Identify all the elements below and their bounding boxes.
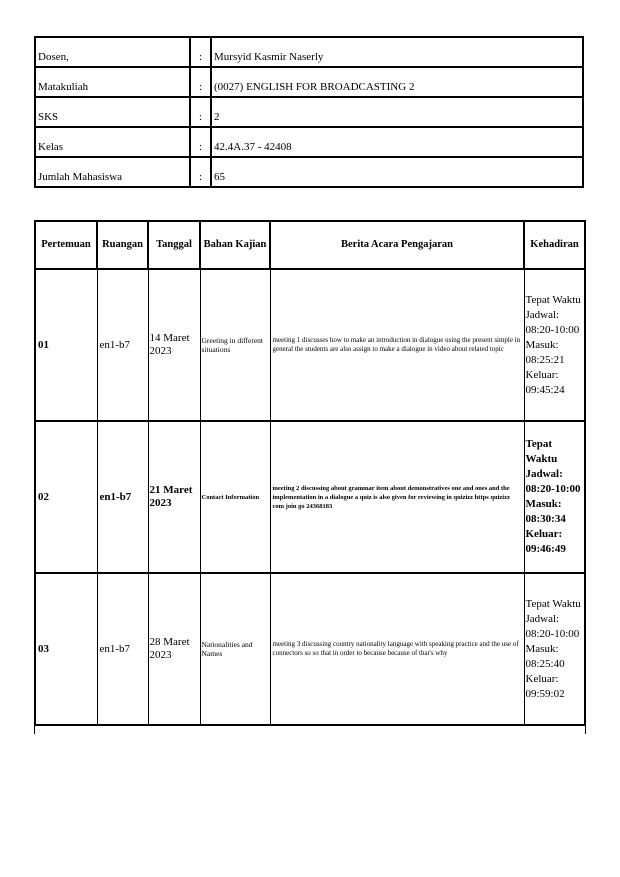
meeting-room: en1-b7 bbox=[97, 573, 148, 725]
meeting-date: 21 Maret 2023 bbox=[148, 421, 200, 573]
attendance-status: Tepat Waktu bbox=[525, 597, 581, 610]
meeting-log-table bbox=[34, 220, 586, 726]
meeting-room: en1-b7 bbox=[97, 421, 148, 573]
info-row-sks bbox=[35, 97, 583, 127]
info-separator: : bbox=[190, 157, 211, 187]
meeting-description: meeting 1 discusses how to make an introduction in dialogue using the present simple in general the students are also assign to make a dialogue in video about related topic bbox=[270, 269, 524, 421]
table-header-row bbox=[35, 221, 585, 269]
info-value: 2 bbox=[211, 97, 583, 127]
header-bahan-kajian: Bahan Kajian bbox=[200, 221, 270, 269]
info-row-dosen bbox=[35, 37, 583, 67]
table-row bbox=[35, 269, 585, 421]
info-row-jumlah bbox=[35, 157, 583, 187]
info-label: Jumlah Mahasiswa bbox=[35, 157, 190, 187]
info-label: Kelas bbox=[35, 127, 190, 157]
attendance-status: Tepat Waktu bbox=[525, 438, 558, 465]
meeting-topic: Contact Information bbox=[200, 421, 270, 573]
meeting-number: 02 bbox=[35, 421, 97, 573]
meeting-topic: Nationalities and Names bbox=[200, 573, 270, 725]
meeting-date: 28 Maret 2023 bbox=[148, 573, 200, 725]
info-value: Mursyid Kasmir Naserly bbox=[211, 37, 583, 67]
meeting-date: 14 Maret 2023 bbox=[148, 269, 200, 421]
info-separator: : bbox=[190, 37, 211, 67]
info-label: SKS bbox=[35, 97, 190, 127]
attendance-check-out: Keluar: 09:45:24 bbox=[525, 368, 565, 396]
attendance-schedule: Jadwal: 08:20-10:00 bbox=[525, 612, 580, 640]
attendance-schedule: Jadwal: 08:20-10:00 bbox=[525, 308, 580, 336]
info-label: Dosen, bbox=[35, 37, 190, 67]
meeting-description: meeting 3 discussing country nationality language with speaking practice and the use of connectors so so that in order to because because of that's why bbox=[270, 573, 524, 725]
header-pertemuan: Pertemuan bbox=[35, 221, 97, 269]
table-row bbox=[35, 573, 585, 725]
info-value: (0027) ENGLISH FOR BROADCASTING 2 bbox=[211, 67, 583, 97]
attendance-check-in: Masuk: 08:25:40 bbox=[525, 642, 565, 670]
attendance-check-out: Keluar: 09:59:02 bbox=[525, 672, 565, 700]
header-berita-acara: Berita Acara Pengajaran bbox=[270, 221, 524, 269]
info-separator: : bbox=[190, 127, 211, 157]
header-tanggal: Tanggal bbox=[148, 221, 200, 269]
info-row-kelas bbox=[35, 127, 583, 157]
info-separator: : bbox=[190, 67, 211, 97]
attendance-check-in: Masuk: 08:25:21 bbox=[525, 338, 565, 366]
attendance-check-in: Masuk: 08:30:34 bbox=[525, 498, 566, 525]
info-value: 42.4A.37 - 42408 bbox=[211, 127, 583, 157]
meeting-description: meeting 2 discussing about grammar item about demonstratives one and ones and the implementation in a dialogue a quiz is also given for reviewing in quizizz https quizizz com join go 24368183 bbox=[270, 421, 524, 573]
attendance-cell bbox=[524, 573, 585, 725]
table-row bbox=[35, 421, 585, 573]
attendance-status: Tepat Waktu bbox=[525, 293, 581, 306]
header-kehadiran: Kehadiran bbox=[524, 221, 585, 269]
meeting-topic: Greeting in different situations bbox=[200, 269, 270, 421]
attendance-check-out: Keluar: 09:46:49 bbox=[525, 528, 566, 555]
attendance-schedule: Jadwal: 08:20-10:00 bbox=[525, 468, 581, 495]
course-info-table bbox=[34, 36, 584, 188]
info-row-matakuliah bbox=[35, 67, 583, 97]
header-ruangan: Ruangan bbox=[97, 221, 148, 269]
meeting-number: 01 bbox=[35, 269, 97, 421]
info-label: Matakuliah bbox=[35, 67, 190, 97]
info-value: 65 bbox=[211, 157, 583, 187]
meeting-room: en1-b7 bbox=[97, 269, 148, 421]
meeting-number: 03 bbox=[35, 573, 97, 725]
info-separator: : bbox=[190, 97, 211, 127]
table-continuation bbox=[34, 726, 586, 734]
attendance-cell bbox=[524, 269, 585, 421]
attendance-cell bbox=[524, 421, 585, 573]
